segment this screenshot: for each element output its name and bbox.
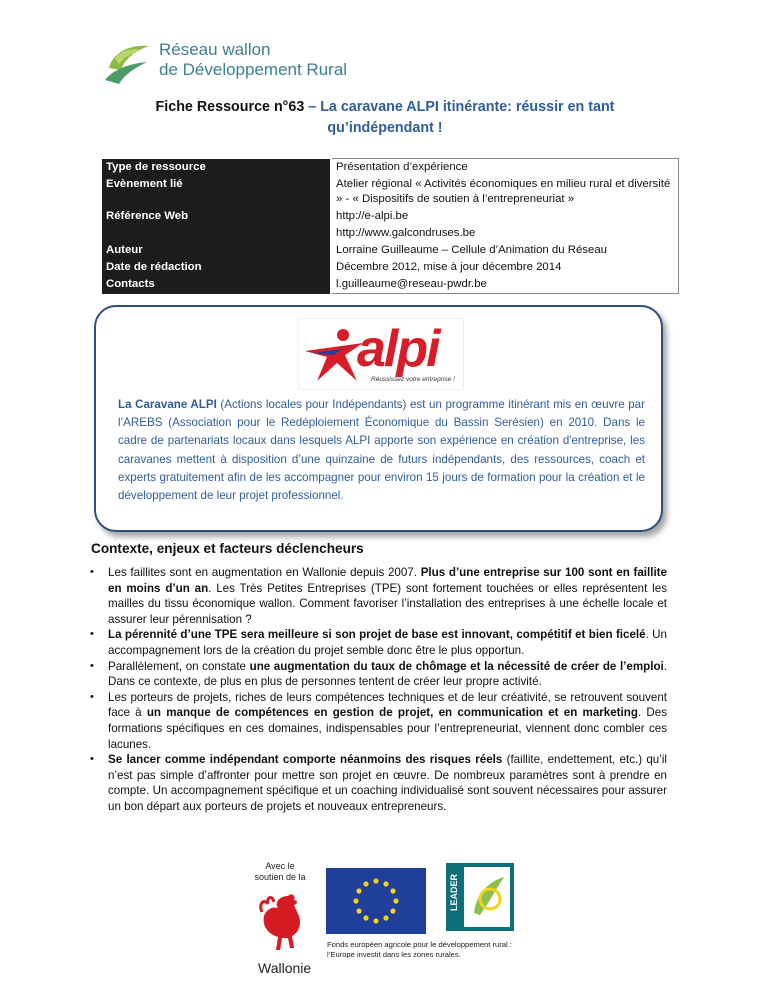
item-text: . Les Très Petites Entreprises (TPE) sont fortement touchées or elles représentent les mailles du tissu économique wallon. Comment favoriser l’installation des entreprises à une échelle locale et assurer leur pérennisation ? — [108, 581, 667, 626]
bullet-icon: • — [90, 659, 94, 672]
meta-row — [102, 242, 679, 259]
alpi-description — [118, 396, 645, 505]
eu-flag-icon — [326, 868, 426, 934]
alpi-description-body: (Actions locales pour Indépendants) est un programme itinérant mis en œuvre par l’AREBS (Association pour le Redéploiement Économique du Bassin Serésien) en 2010. Dans le cadre de partenariats locaux dans lesquels ALPI apporte son expérience en création d'entreprise, les caravanes mettent à disposition d’une quinzaine de futurs indépendants, des ressources, coach et experts gratuitement afin de les accompagner pour environ 15 jours de formation pour la création et le développement de leur projet professionnel. — [118, 398, 645, 503]
item-text: Les faillites sont en augmentation en Wallonie depuis 2007. — [108, 566, 421, 579]
logo-line-2: de Développement Rural — [159, 60, 348, 79]
meta-key: Contacts — [102, 276, 331, 294]
alpi-description-lead: La Caravane ALPI — [118, 398, 217, 411]
bullet-icon: • — [90, 753, 94, 766]
alpi-wordmark: alpi — [357, 320, 439, 378]
meta-key: Date de rédaction — [102, 259, 331, 276]
page-title — [100, 97, 670, 139]
title-prefix: Fiche Ressource n°63 — [155, 99, 305, 115]
item-text: . Dans ce contexte, de plus en plus de personnes tentent de créer leur propre activité. — [108, 659, 668, 689]
item-text: . Des formations spécifiques en ces domaines, indispensables pour l’entrepreneuriat, viennent donc combler ces lacunes. — [108, 706, 668, 751]
bullet-icon: • — [90, 690, 94, 703]
meta-row — [102, 159, 679, 177]
item-emphasis: un manque de compétences en gestion de projet, en communication et en marketing — [146, 706, 638, 720]
item-text: . Un accompagnement lors de la création du projet semble donc être le plus opportun. — [108, 628, 667, 657]
meta-value: Décembre 2012, mise à jour décembre 2014 — [331, 259, 679, 276]
meta-row — [102, 276, 679, 294]
bullet-icon: • — [90, 566, 94, 578]
leader-logo-icon — [446, 863, 514, 931]
logo-line-1: Réseau wallon — [159, 40, 271, 59]
item-text: Parallèlement, on constate — [108, 659, 250, 673]
rwdr-logo — [103, 38, 363, 90]
alpi-tagline: Réussissez votre entreprise ! — [371, 376, 455, 383]
wallonie-rooster-icon — [258, 892, 310, 956]
bullet-icon: • — [90, 628, 94, 641]
meta-value: Atelier régional « Activités économiques en milieu rural et diversité » - « Dispositifs de soutien à l’entrepreneuriat » — [331, 176, 679, 208]
list-item — [90, 627, 667, 658]
context-bullet-list — [90, 565, 667, 815]
meta-key: Auteur — [102, 242, 331, 259]
item-emphasis: La pérennité d’une TPE sera meilleure si son projet de base est innovant, compétitif et bien ficelé — [108, 628, 646, 642]
item-emphasis: Se lancer comme indépendant comporte néanmoins des risques réels — [108, 753, 503, 767]
list-item — [90, 565, 667, 627]
meta-row — [102, 259, 679, 276]
list-item — [90, 690, 667, 752]
alpi-logo — [298, 318, 464, 390]
title-line-1: – La caravane ALPI itinérante: réussir en tant — [304, 99, 615, 115]
eafrd-caption: Fonds européen agricole pour le développement rural : l’Europe investit dans les zones rurales. — [327, 940, 512, 959]
item-text: (faillite, endettement, etc.) qu’il n’est pas simple d’affronter pour mettre son projet en œuvre. De nombreux paramètres sont à prendre en compte. Un accompagnement spécifique et un coaching individualisé sont souvent nécessaires pour assurer un bon départ aux porteurs de projets et nouveaux entrepreneurs. — [108, 753, 667, 813]
title-line-2: qu’indépendant ! — [327, 120, 443, 136]
section-heading: Contexte, enjeux et facteurs déclencheurs — [91, 541, 364, 556]
item-text: Les porteurs de projets, riches de leurs compétences techniques et de leur créativité, se retrouvent souvent face à — [108, 690, 667, 720]
wallonie-label: Wallonie — [258, 960, 312, 976]
meta-key: Type de ressource — [102, 159, 331, 177]
meta-row — [102, 225, 679, 242]
item-emphasis: Plus d’une entreprise sur 100 sont en faillite en moins d’un an — [108, 566, 667, 595]
list-item — [90, 659, 667, 690]
rwdr-logo-icon — [103, 40, 153, 86]
meta-value: Lorraine Guilleaume – Cellule d’Animation du Réseau — [331, 242, 679, 259]
resource-metadata-table — [102, 158, 679, 294]
meta-link[interactable]: http://www.galcondruses.be — [331, 225, 679, 242]
meta-value: Présentation d’expérience — [331, 159, 679, 177]
item-emphasis: une augmentation du taux de chômage et la nécessité de créer de l’emploi — [249, 659, 664, 673]
support-label: Avec le soutien de la — [254, 861, 306, 882]
meta-key — [102, 225, 331, 242]
meta-key: Evènement lié — [102, 176, 331, 208]
meta-row — [102, 176, 679, 208]
leader-text: LEADER — [449, 873, 459, 911]
list-item — [90, 752, 667, 814]
meta-key: Référence Web — [102, 208, 331, 225]
meta-link[interactable]: http://e-alpi.be — [331, 208, 679, 225]
meta-row — [102, 208, 679, 225]
meta-email-link[interactable]: l.guilleaume@reseau-pwdr.be — [331, 276, 679, 294]
